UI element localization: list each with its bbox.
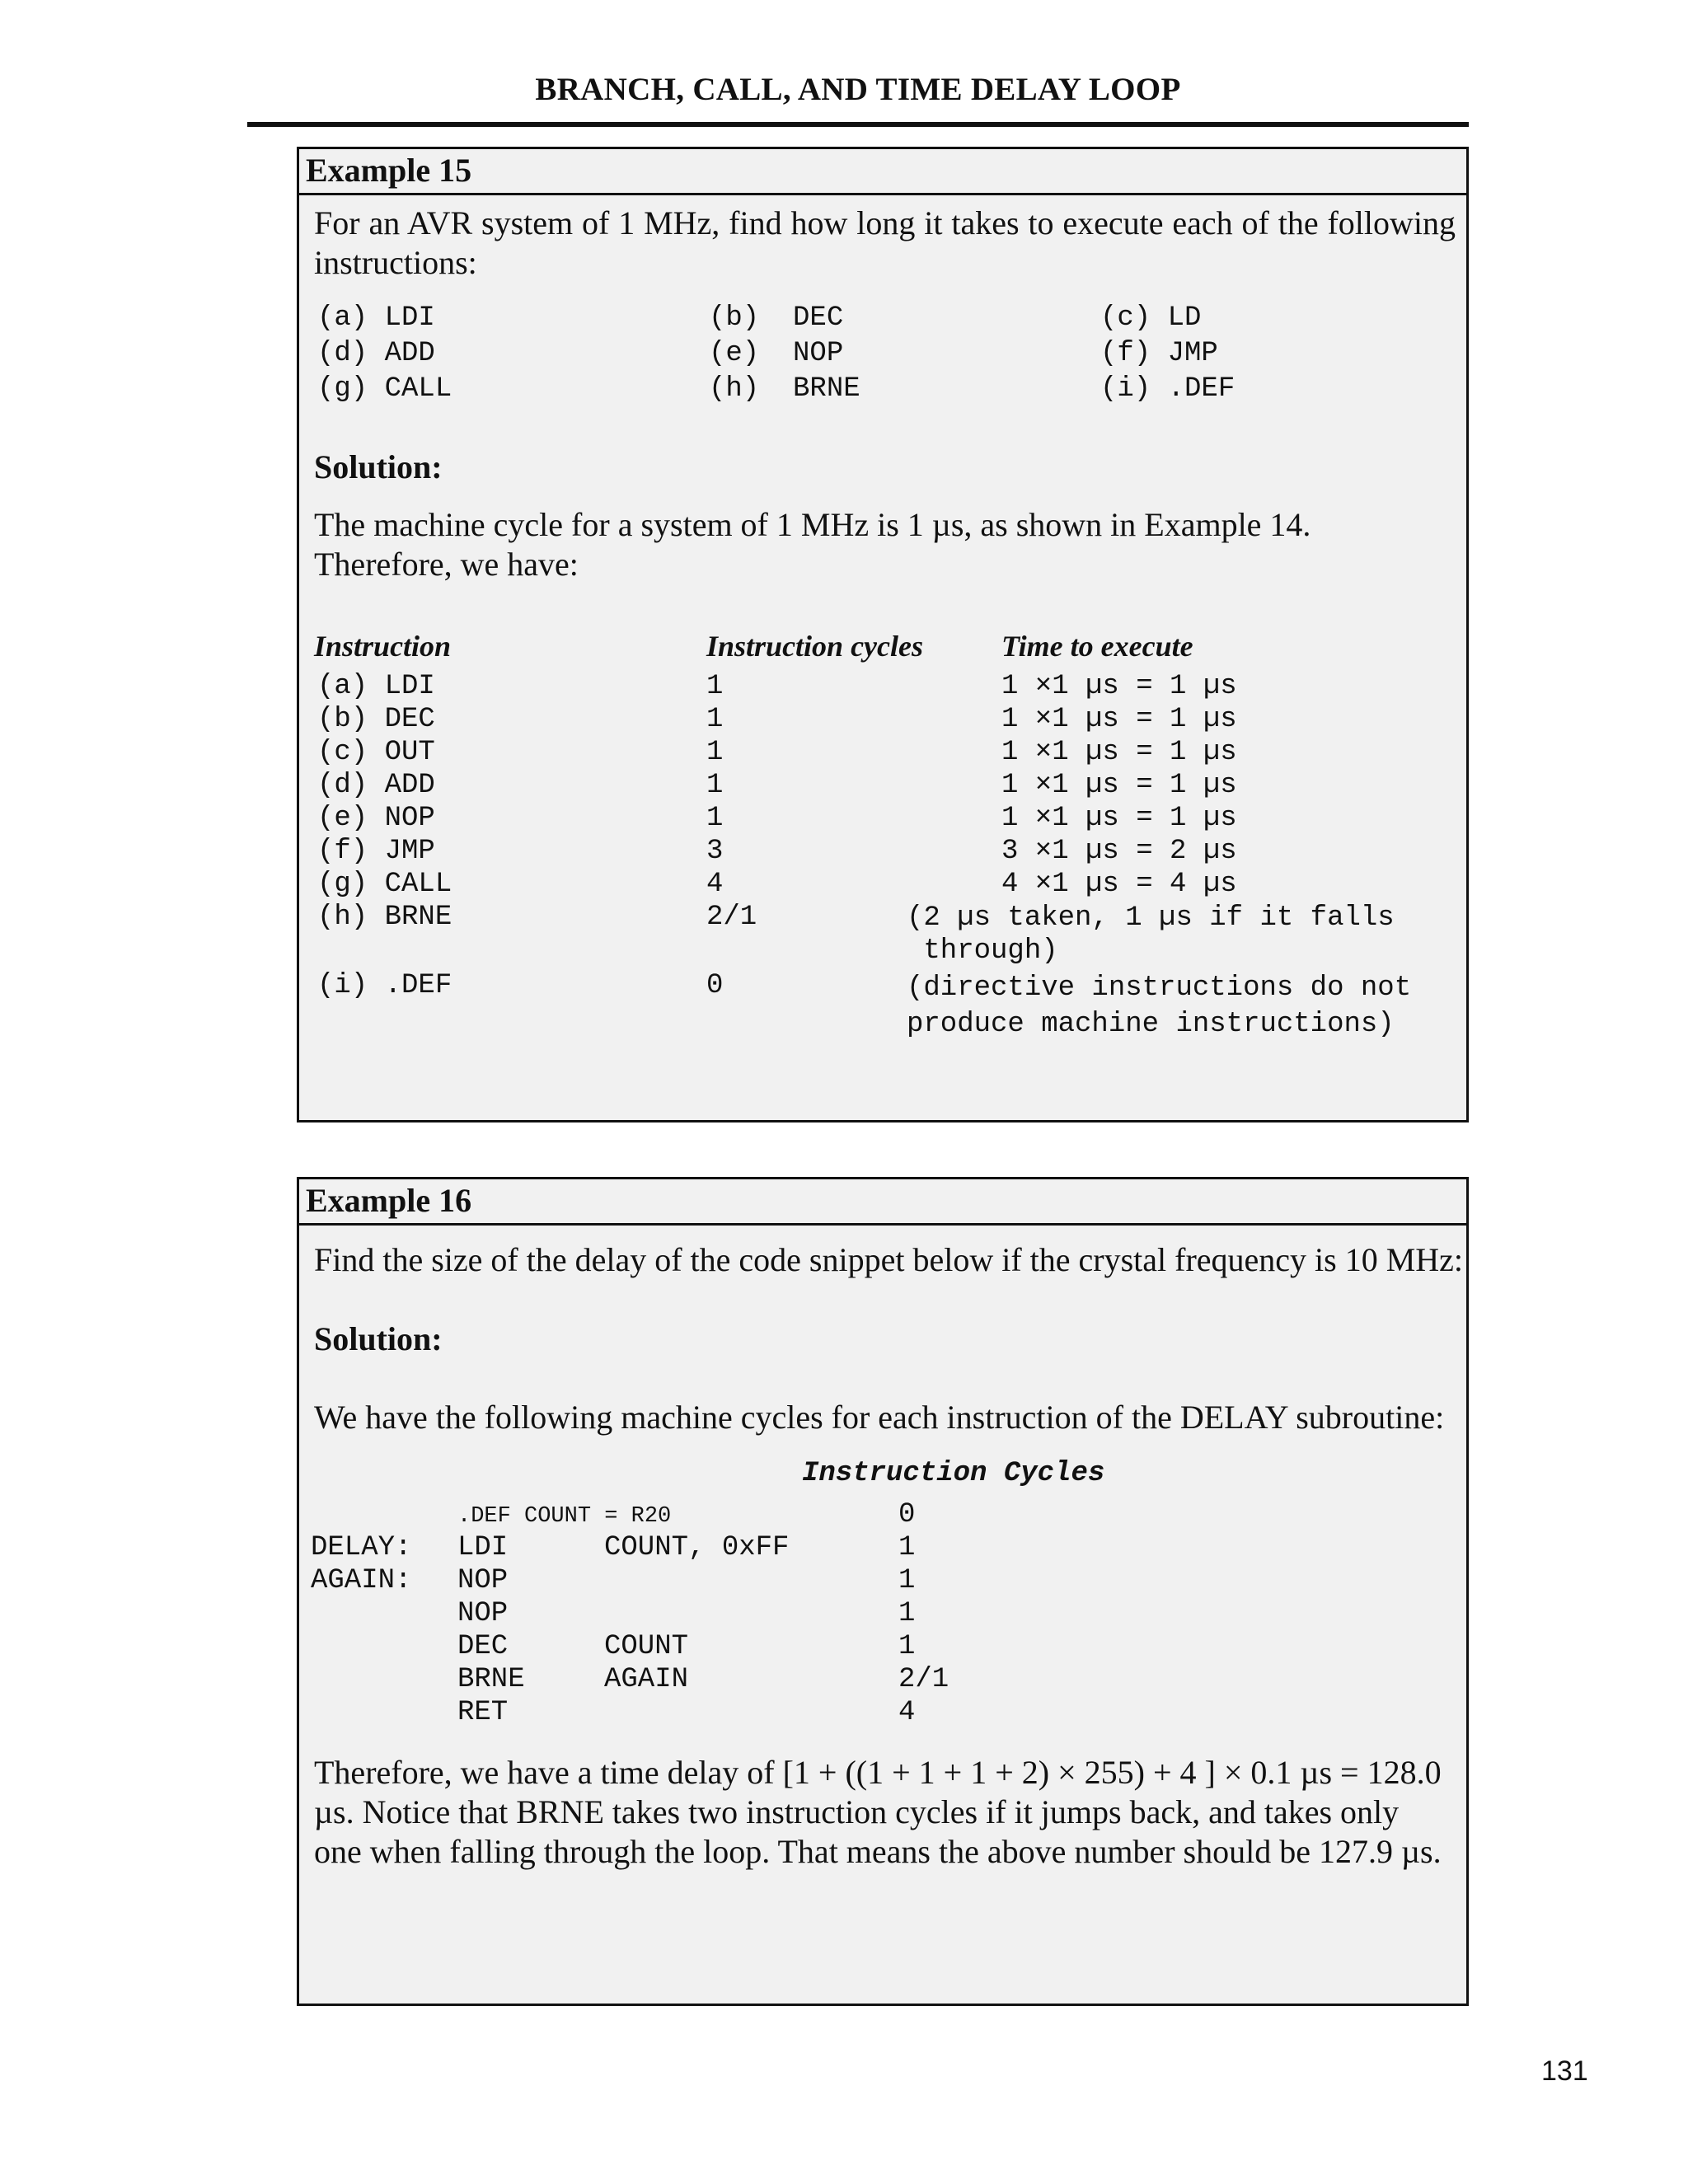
list-item-e: (e) NOP [709, 338, 844, 369]
example-16-conclusion: Therefore, we have a time delay of [1 + ((1 + 1 + 1 + 2) × 255) + 4 ] × 0.1 µs = 128.0 µs. Notice that BRNE takes two instruction cycles if it jumps back, and takes only one when falling through the loop. That means the above number should be 127.9 µs. [314, 1754, 1442, 1870]
row-instruction: (a) LDI [317, 671, 435, 702]
code-op: NOP [457, 1565, 509, 1596]
row-cycles: 1 [706, 737, 724, 768]
code-label: DELAY: [311, 1532, 412, 1563]
page-header: BRANCH, CALL, AND TIME DELAY LOOP [535, 72, 1181, 107]
example-16-box [297, 1177, 1469, 2006]
row-instruction: (f) JMP [317, 836, 435, 867]
code-op: RET [457, 1697, 509, 1728]
row-instruction: (i) .DEF [317, 970, 452, 1001]
row-cycles: 1 [706, 704, 724, 735]
row-time: (directive instructions do not produce machine instructions) [907, 972, 1412, 1040]
code-cycles: 1 [898, 1598, 916, 1629]
col-header-instruction: Instruction [314, 630, 452, 663]
example-15-box [297, 147, 1469, 1122]
row-time: 1 ×1 µs = 1 µs [1001, 671, 1237, 702]
code-op: BRNE [457, 1664, 525, 1695]
code-header: Instruction Cycles [802, 1458, 1105, 1489]
list-item-h: (h) BRNE [709, 373, 860, 405]
example-15-solution-label: Solution: [314, 448, 443, 485]
example-15-intro: For an AVR system of 1 MHz, find how long it takes to execute each of the following instructions: [314, 204, 1456, 281]
col-header-time: Time to execute [1001, 630, 1193, 663]
code-arg: COUNT, 0xFF [604, 1532, 790, 1563]
row-time: 1 ×1 µs = 1 µs [1001, 803, 1237, 834]
example-16-intro: Find the size of the delay of the code snippet below if the crystal frequency is 10 MHz: [314, 1241, 1464, 1278]
example-16-solution-label: Solution: [314, 1320, 443, 1357]
row-time: 1 ×1 µs = 1 µs [1001, 704, 1237, 735]
example-15-title: Example 15 [299, 149, 1466, 195]
list-item-i: (i) .DEF [1100, 373, 1236, 405]
row-instruction: (h) BRNE [317, 902, 452, 933]
code-op: NOP [457, 1598, 509, 1629]
row-instruction: (c) OUT [317, 737, 435, 768]
code-arg: AGAIN [604, 1664, 689, 1695]
row-instruction: (d) ADD [317, 770, 435, 801]
list-item-c: (c) LD [1100, 302, 1202, 334]
code-arg: COUNT [604, 1631, 689, 1662]
example-16-title: Example 16 [299, 1179, 1466, 1226]
row-time: 4 ×1 µs = 4 µs [1001, 869, 1237, 900]
list-item-d: (d) ADD [317, 338, 435, 369]
row-cycles: 3 [706, 836, 724, 867]
code-op: LDI [457, 1532, 509, 1563]
code-cycles: 1 [898, 1532, 916, 1563]
row-time: (2 µs taken, 1 µs if it falls through) [907, 902, 1395, 967]
row-cycles: 2/1 [706, 902, 757, 933]
example-15-solution-text: The machine cycle for a system of 1 MHz is 1 µs, as shown in Example 14. Therefore, we have: [314, 506, 1311, 583]
code-cycles: 1 [898, 1565, 916, 1596]
row-cycles: 0 [706, 970, 724, 1001]
row-cycles: 4 [706, 869, 724, 900]
list-item-b: (b) DEC [709, 302, 844, 334]
header-rule [247, 122, 1469, 127]
code-cycles: 2/1 [898, 1664, 950, 1695]
list-item-f: (f) JMP [1100, 338, 1218, 369]
code-cycles: 1 [898, 1631, 916, 1662]
row-instruction: (g) CALL [317, 869, 452, 900]
list-item-g: (g) CALL [317, 373, 452, 405]
code-cycles: 0 [898, 1499, 916, 1530]
code-op: .DEF COUNT = R20 [457, 1504, 672, 1529]
row-time: 1 ×1 µs = 1 µs [1001, 737, 1237, 768]
page-number: 131 [1541, 2055, 1588, 2087]
code-label: AGAIN: [311, 1565, 412, 1596]
example-16-solution-text: We have the following machine cycles for each instruction of the DELAY subroutine: [314, 1399, 1445, 1436]
row-time: 3 ×1 µs = 2 µs [1001, 836, 1237, 867]
row-instruction: (e) NOP [317, 803, 435, 834]
row-cycles: 1 [706, 770, 724, 801]
row-time: 1 ×1 µs = 1 µs [1001, 770, 1237, 801]
list-item-a: (a) LDI [317, 302, 435, 334]
row-cycles: 1 [706, 803, 724, 834]
row-cycles: 1 [706, 671, 724, 702]
code-cycles: 4 [898, 1697, 916, 1728]
col-header-cycles: Instruction cycles [706, 630, 924, 663]
row-instruction: (b) DEC [317, 704, 435, 735]
code-op: DEC [457, 1631, 509, 1662]
